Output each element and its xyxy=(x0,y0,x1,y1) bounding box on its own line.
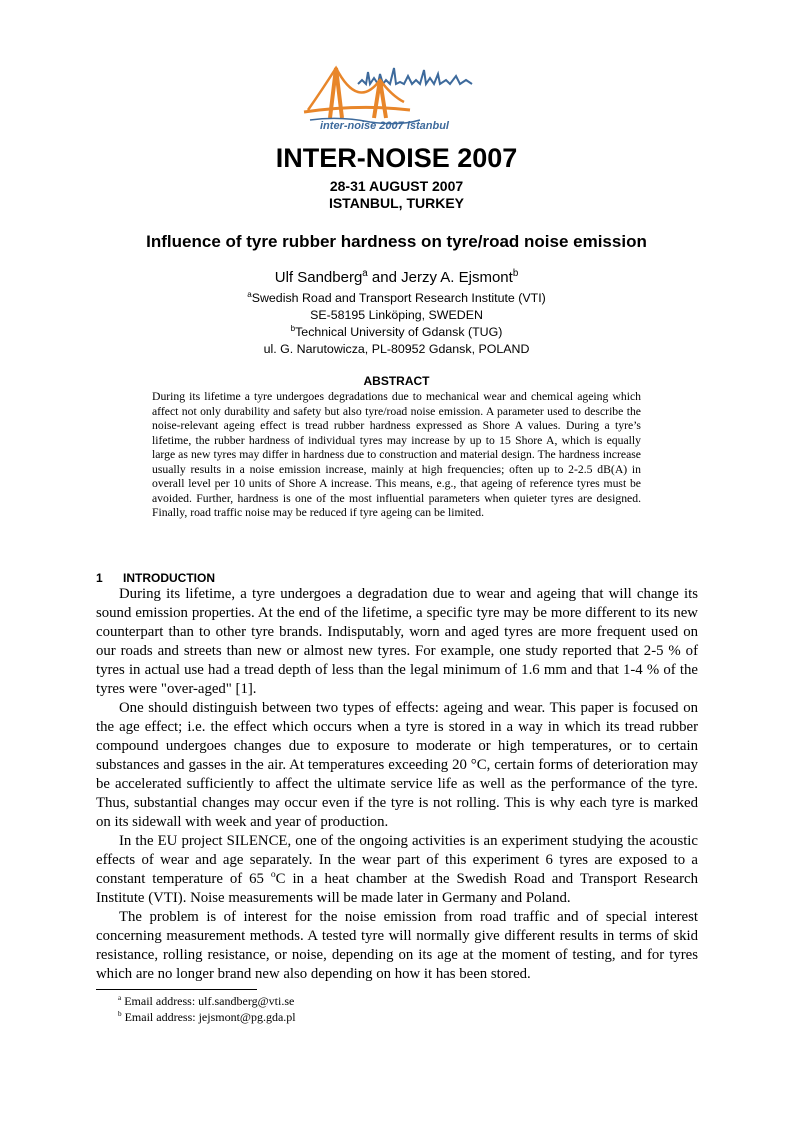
conference-logo xyxy=(300,50,500,142)
introduction-body xyxy=(96,585,698,984)
paragraph-4: The problem is of interest for the noise emission from road traffic and of special interest concerning measurement methods. A tested tyre will normally give different results in terms of skid resistance, rolling resistance, or noise, depending on its age at the moment of testing, and for tyres which are no longer brand new also depending on how it has been stored. xyxy=(96,909,698,982)
footnote-a-text: Email address: ulf.sandberg@vti.se xyxy=(121,994,295,1008)
affiliation-b-address: ul. G. Narutowicza, PL-80952 Gdansk, POLAND xyxy=(263,342,530,356)
affiliation-a-name: Swedish Road and Transport Research Institute (VTI) xyxy=(251,291,546,305)
footnote-a xyxy=(118,994,294,1009)
paragraph-3-end: C in a heat chamber at the Swedish Road and Transport Research Institute (VTI). Noise measurements will be made later in Germany and Poland. xyxy=(96,871,699,906)
author-ejsmont: Jerzy A. Ejsmont xyxy=(401,269,513,286)
footnote-a-mark: a xyxy=(118,994,122,1002)
affiliation-a-address: SE-58195 Linköping, SWEDEN xyxy=(310,308,483,322)
conference-location: ISTANBUL, TURKEY xyxy=(328,195,465,211)
paper-title: Influence of tyre rubber hardness on tyre/road noise emission xyxy=(146,232,647,251)
affiliation-a xyxy=(0,291,793,305)
affiliation-a-mark: a xyxy=(247,289,252,299)
paragraph-2: One should distinguish between two types of effects: ageing and wear. This paper is focused on the age effect; i.e. the effect which occurs when a tyre is stored in a way in which its tread rubber compound undergoes changes due to exposure to moderate or high temperatures, or to certain substances and gasses in the air. At temperatures exceeding 20 °C, certain forms of deterioration may be accelerated sufficiently to affect the ultimate service life as well as the performance of the tyre. Thus, substantial changes may occur even if the tyre is not rolling. This is why each tyre is marked on its sidewall with week and year of production. xyxy=(96,700,698,830)
paragraph-3-start: In the EU project SILENCE, one of the ongoing activities is an experiment studying the acoustic effects of wear and age separately. In the wear part of this experiment 6 tyres are exposed to a constant temperature of 65 xyxy=(96,833,698,887)
section-number: 1 xyxy=(96,571,103,585)
affiliation-b-mark: b xyxy=(290,323,296,333)
author-sandberg: Ulf Sandberg xyxy=(274,269,363,286)
affiliation-b xyxy=(0,325,793,339)
footnote-b-text: Email address: jejsmont@pg.gda.pl xyxy=(121,1010,296,1024)
footnote-b xyxy=(118,1010,296,1025)
logo-text: inter-noise 2007 istanbul xyxy=(320,120,449,132)
author-separator: and xyxy=(367,269,402,286)
footnote-divider xyxy=(96,989,257,990)
conference-title: INTER-NOISE 2007 xyxy=(275,143,518,173)
abstract-heading: ABSTRACT xyxy=(363,374,430,388)
paragraph-3 xyxy=(96,832,698,908)
section-heading xyxy=(96,571,215,585)
author-line xyxy=(0,269,793,286)
affiliation-b-name: Technical University of Gdansk (TUG) xyxy=(295,325,503,339)
author-sandberg-affiliation-mark: a xyxy=(362,268,368,279)
section-title: INTRODUCTION xyxy=(123,571,215,585)
abstract-text: During its lifetime a tyre undergoes degradations due to mechanical wear and chemical ageing which affect not only durability and safety but also tyre/road noise emission. A parameter used to describe the noise-relevant ageing effect is tread rubber hardness expressed as Shore A values. During a tyre’s lifetime, the rubber hardness of individual tyres may increase by up to 15 Shore A, which is equally large as new tyres may differ in hardness due to construction and material design. The hardness increase usually results in a noise emission increase, mainly at high frequencies; often up to 2-2.5 dB(A) in overall level per 10 units of Shore A increase. This means, e.g., that ageing of reference tyres must be avoided. Further, hardness is one of the most influential parameters when quieter tyres are designed. Finally, road traffic noise may be reduced if tyre ageing can be limited. xyxy=(152,390,641,519)
paragraph-1: During its lifetime, a tyre undergoes a degradation due to wear and ageing that will change its sound emission properties. At the end of the lifetime, a specific tyre may be more different to its new counterpart than to other tyre brands. Indisputably, worn and aged tyres are more frequent used on our roads and streets than new or almost new tyres. For example, one study reported that 2-5 % of tyres in actual use had a tread depth of less than the legal minimum of 1.6 mm and that 1-4 % of the tyres were "over-aged" [1]. xyxy=(96,586,698,697)
conference-dates: 28-31 AUGUST 2007 xyxy=(329,178,464,194)
degree-mark: o xyxy=(270,869,276,881)
footnote-b-mark: b xyxy=(118,1010,122,1018)
author-ejsmont-affiliation-mark: b xyxy=(512,268,519,279)
